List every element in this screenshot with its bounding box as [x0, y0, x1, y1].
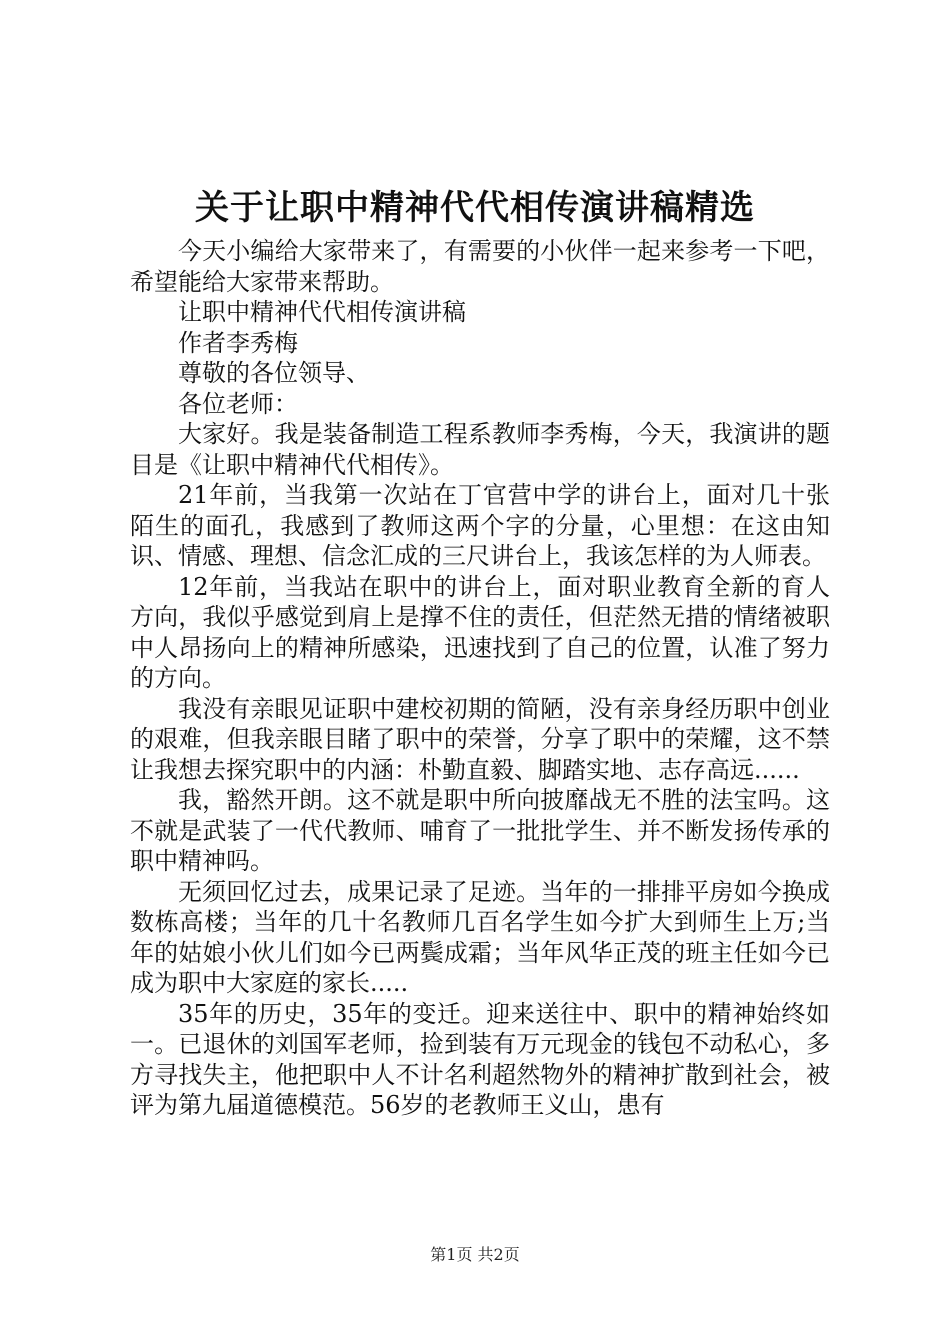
- paragraph-21-years: 21年前，当我第一次站在丁官营中学的讲台上，面对几十张陌生的面孔，我感到了教师这两个字的分量，心里想：在这由知识、情感、理想、信念汇成的三尺讲台上，我该怎样的为人师表。: [130, 481, 830, 570]
- paragraph-realization: 我，豁然开朗。这不就是职中所向披靡战无不胜的法宝吗。这不就是武装了一代代教师、哺育了一批批学生、并不断发扬传承的职中精神吗。: [130, 786, 830, 875]
- document-title: 关于让职中精神代代相传演讲稿精选: [195, 188, 755, 228]
- paragraph-greeting: 大家好。我是装备制造工程系教师李秀梅，今天，我演讲的题目是《让职中精神代代相传》。: [130, 420, 830, 479]
- paragraph-salutation-teachers: 各位老师：: [178, 389, 298, 418]
- page-footer: [0, 1243, 950, 1267]
- document-body: [130, 236, 830, 1121]
- paragraph-salutation-leaders: 尊敬的各位领导、: [178, 359, 370, 387]
- paragraph-35-years: 35年的历史，35年的变迁。迎来送往中、职中的精神始终如一。已退休的刘国军老师，捡到装有万元现金的钱包不动私心，多方寻找失主，他把职中人不计名利超然物外的精神扩散到社会，被评为第九届道德模范。56岁的老教师王义山，患有: [130, 999, 830, 1119]
- paragraph-intro: 今天小编给大家带来了，有需要的小伙伴一起来参考一下吧，希望能给大家带来帮助。: [130, 237, 830, 296]
- page-total: 共2页: [477, 1245, 520, 1264]
- page-number: 第1页: [430, 1245, 473, 1264]
- paragraph-author: 作者李秀梅: [178, 328, 298, 357]
- paragraph-achievements: 无须回忆过去，成果记录了足迹。当年的一排排平房如今换成数栋高楼；当年的几十名教师几百名学生如今扩大到师生上万;当年的姑娘小伙儿们如今已两鬓成霜；当年风华正茂的班主任如今已成为职中大家庭的家长.....: [130, 877, 830, 997]
- paragraph-12-years: 12年前，当我站在职中的讲台上，面对职业教育全新的育人方向，我似乎感觉到肩上是撑不住的责任，但茫然无措的情绪被职中人昂扬向上的精神所感染，迅速找到了自己的位置，认准了努力的方向。: [130, 572, 830, 692]
- paragraph-witness: 我没有亲眼见证职中建校初期的简陋，没有亲身经历职中创业的艰难，但我亲眼目睹了职中的荣誉，分享了职中的荣耀，这不禁让我想去探究职中的内涵：朴勤直毅、脚踏实地、志存高远......: [130, 694, 830, 784]
- paragraph-speech-title: 让职中精神代代相传演讲稿: [178, 298, 466, 326]
